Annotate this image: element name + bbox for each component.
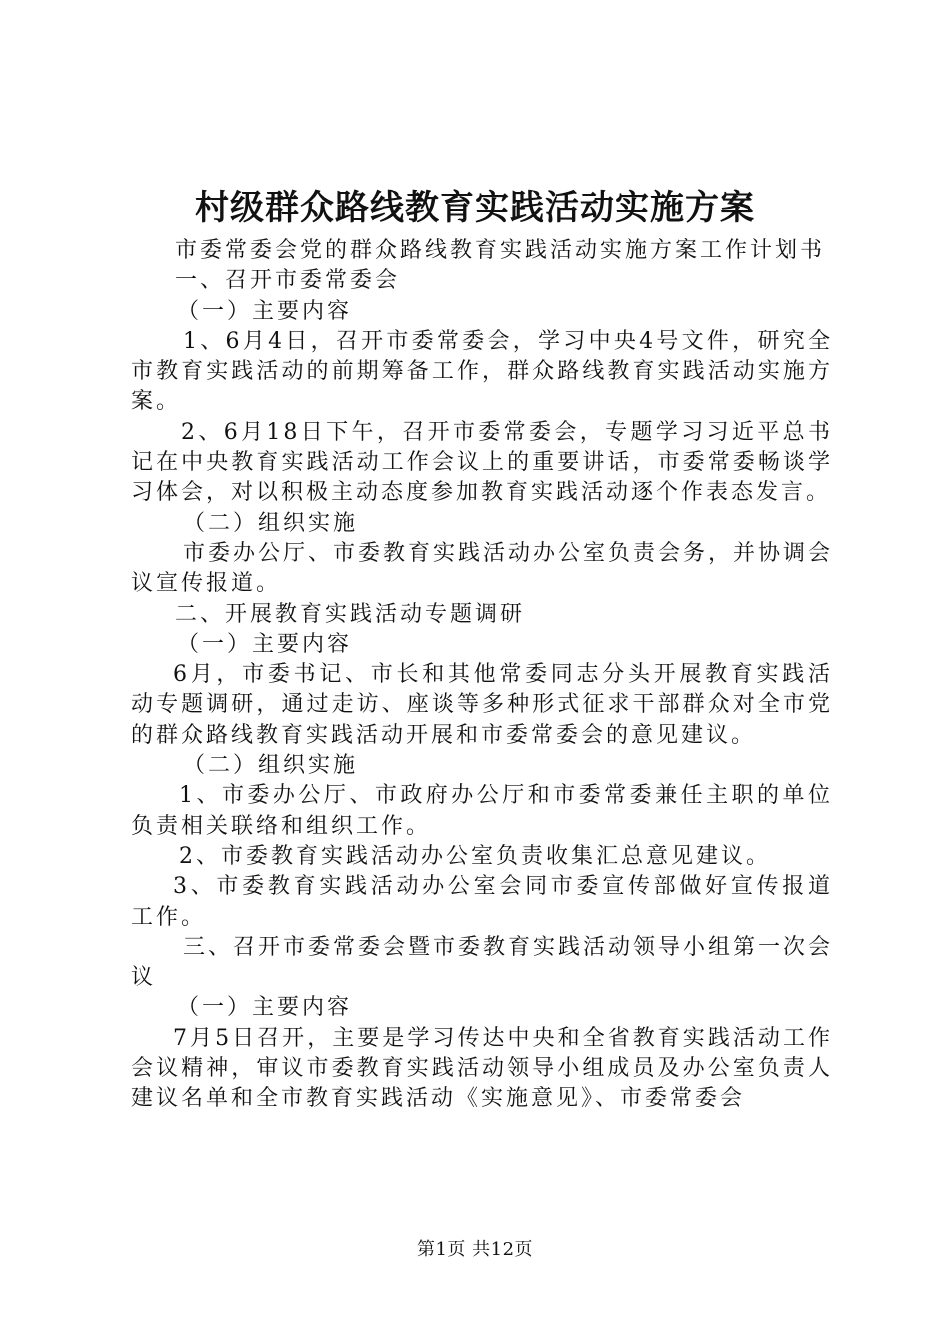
section-heading-2: 二、开展教育实践活动专题调研 xyxy=(175,601,526,627)
subsection-heading: （二）组织实施 xyxy=(183,753,359,779)
page-number-footer: 第1页 共12页 xyxy=(416,1239,534,1260)
paragraph: 1、市委办公厅、市政府办公厅和市委常委兼任主职的单位负责相关联络和组织工作。 xyxy=(131,783,833,839)
subsection-heading: （一）主要内容 xyxy=(177,298,353,324)
paragraph: 3、市委教育实践活动办公室会同市委宣传部做好宣传报道工作。 xyxy=(131,874,833,930)
paragraph: 2、市委教育实践活动办公室负责收集汇总意见建议。 xyxy=(179,843,771,869)
subsection-heading: （二）组织实施 xyxy=(183,510,359,536)
paragraph: 1、6月4日，召开市委常委会，学习中央4号文件，研究全市教育实践活动的前期筹备工作，群众路线教育实践活动实施方案。 xyxy=(131,328,833,415)
paragraph: 2、6月18日下午，召开市委常委会，专题学习习近平总书记在中央教育实践活动工作会议上的重要讲话，市委常委畅谈学习体会，对以积极主动态度参加教育实践活动逐个作表态发言。 xyxy=(131,419,833,506)
subsection-heading: （一）主要内容 xyxy=(177,995,353,1021)
section-heading-3: 三、召开市委常委会暨市委教育实践活动领导小组第一次会议 xyxy=(131,934,834,991)
paragraph-plan-heading: 市委常委会党的群众路线教育实践活动实施方案工作计划书 xyxy=(175,238,826,263)
paragraph: 6月，市委书记、市长和其他常委同志分头开展教育实践活动专题调研，通过走访、座谈等多种形式征求干部群众对全市党的群众路线教育实践活动开展和市委常委会的意见建议。 xyxy=(131,662,833,748)
section-heading-1: 一、召开市委常委会 xyxy=(175,268,401,294)
document-title: 村级群众路线教育实践活动实施方案 xyxy=(195,188,755,228)
subsection-heading: （一）主要内容 xyxy=(177,631,353,657)
paragraph: 7月5日召开，主要是学习传达中央和全省教育实践活动工作会议精神，审议市委教育实践活动领导小组成员及办公室负责人建议名单和全市教育实践活动《实施意见》、市委常委会 xyxy=(131,1025,833,1112)
document-body xyxy=(131,236,833,1115)
paragraph: 市委办公厅、市委教育实践活动办公室负责会务，并协调会议宣传报道。 xyxy=(131,540,834,597)
